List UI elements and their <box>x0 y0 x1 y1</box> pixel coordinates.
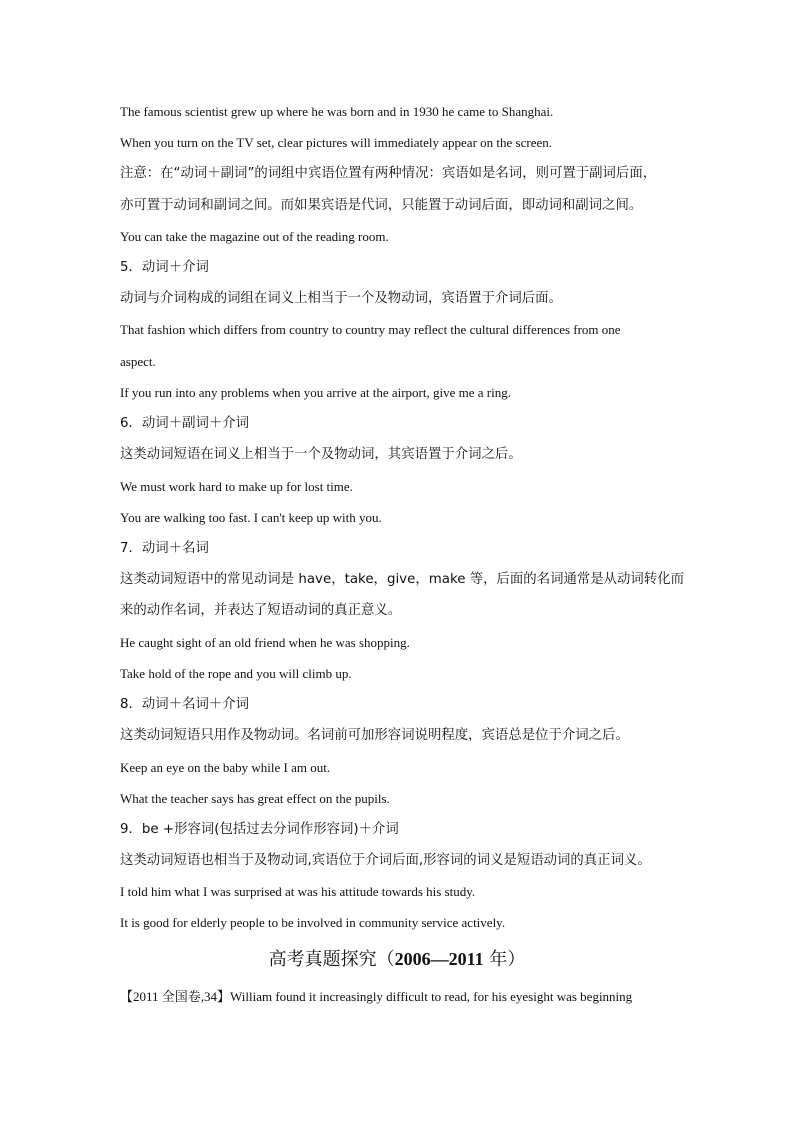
example-sentence: aspect. <box>120 354 156 369</box>
section-title: 9．be +形容词(包括过去分词作形容词)＋介词 <box>120 822 399 837</box>
example-sentence: I told him what I was surprised at was his attitude towards his study. <box>120 884 476 899</box>
section-title: 5．动词＋介词 <box>120 260 209 275</box>
section-title: 8．动词＋名词＋介词 <box>120 697 250 712</box>
section-title: 6．动词＋副词＋介词 <box>120 416 250 431</box>
example-sentence: If you run into any problems when you arrive at the airport, give me a ring. <box>120 385 511 400</box>
example-sentence: What the teacher says has great effect on the pupils. <box>120 791 390 806</box>
example-sentence: You can take the magazine out of the reading room. <box>120 229 389 244</box>
note-text: 亦可置于动词和副词之间。而如果宾语是代词，只能置于动词后面，即动词和副词之间。 <box>120 198 643 213</box>
exam-section-heading: 高考真题探究（2006—2011 年） <box>268 949 526 970</box>
example-sentence: You are walking too fast. I can't keep up with you. <box>120 510 382 525</box>
explanation-text: 来的动作名词，并表达了短语动词的真正意义。 <box>120 603 402 618</box>
example-sentence: He caught sight of an old friend when he was shopping. <box>120 635 410 650</box>
section-title: 7．动词＋名词 <box>120 541 209 556</box>
explanation-text: 这类动词短语也相当于及物动词,宾语位于介词后面,形容词的词义是短语动词的真正词义。 <box>120 853 651 868</box>
explanation-text: 这类动词短语中的常见动词是 have，take，give，make 等，后面的名词通常是从动词转化而 <box>120 572 684 587</box>
note-text: 注意：在“动词＋副词”的词组中宾语位置有两种情况：宾语如是名词，则可置于副词后面， <box>120 166 657 181</box>
example-sentence: We must work hard to make up for lost time. <box>120 479 353 494</box>
example-sentence: It is good for elderly people to be involved in community service actively. <box>120 915 506 930</box>
example-sentence: The famous scientist grew up where he was born and in 1930 he came to Shanghai. <box>120 104 554 119</box>
explanation-text: 这类动词短语在词义上相当于一个及物动词，其宾语置于介词之后。 <box>120 447 522 462</box>
explanation-text: 这类动词短语只用作及物动词。名词前可加形容词说明程度，宾语总是位于介词之后。 <box>120 728 629 743</box>
example-sentence: Keep an eye on the baby while I am out. <box>120 760 331 775</box>
example-sentence: That fashion which differs from country to country may reflect the cultural differences from one <box>120 322 621 337</box>
example-sentence: Take hold of the rope and you will climb up. <box>120 666 352 681</box>
exam-question: 【2011 全国卷,34】William found it increasingly difficult to read, for his eyesight was beginning <box>120 989 633 1004</box>
explanation-text: 动词与介词构成的词组在词义上相当于一个及物动词，宾语置于介词后面。 <box>120 291 562 306</box>
example-sentence: When you turn on the TV set, clear pictures will immediately appear on the screen. <box>120 135 552 150</box>
